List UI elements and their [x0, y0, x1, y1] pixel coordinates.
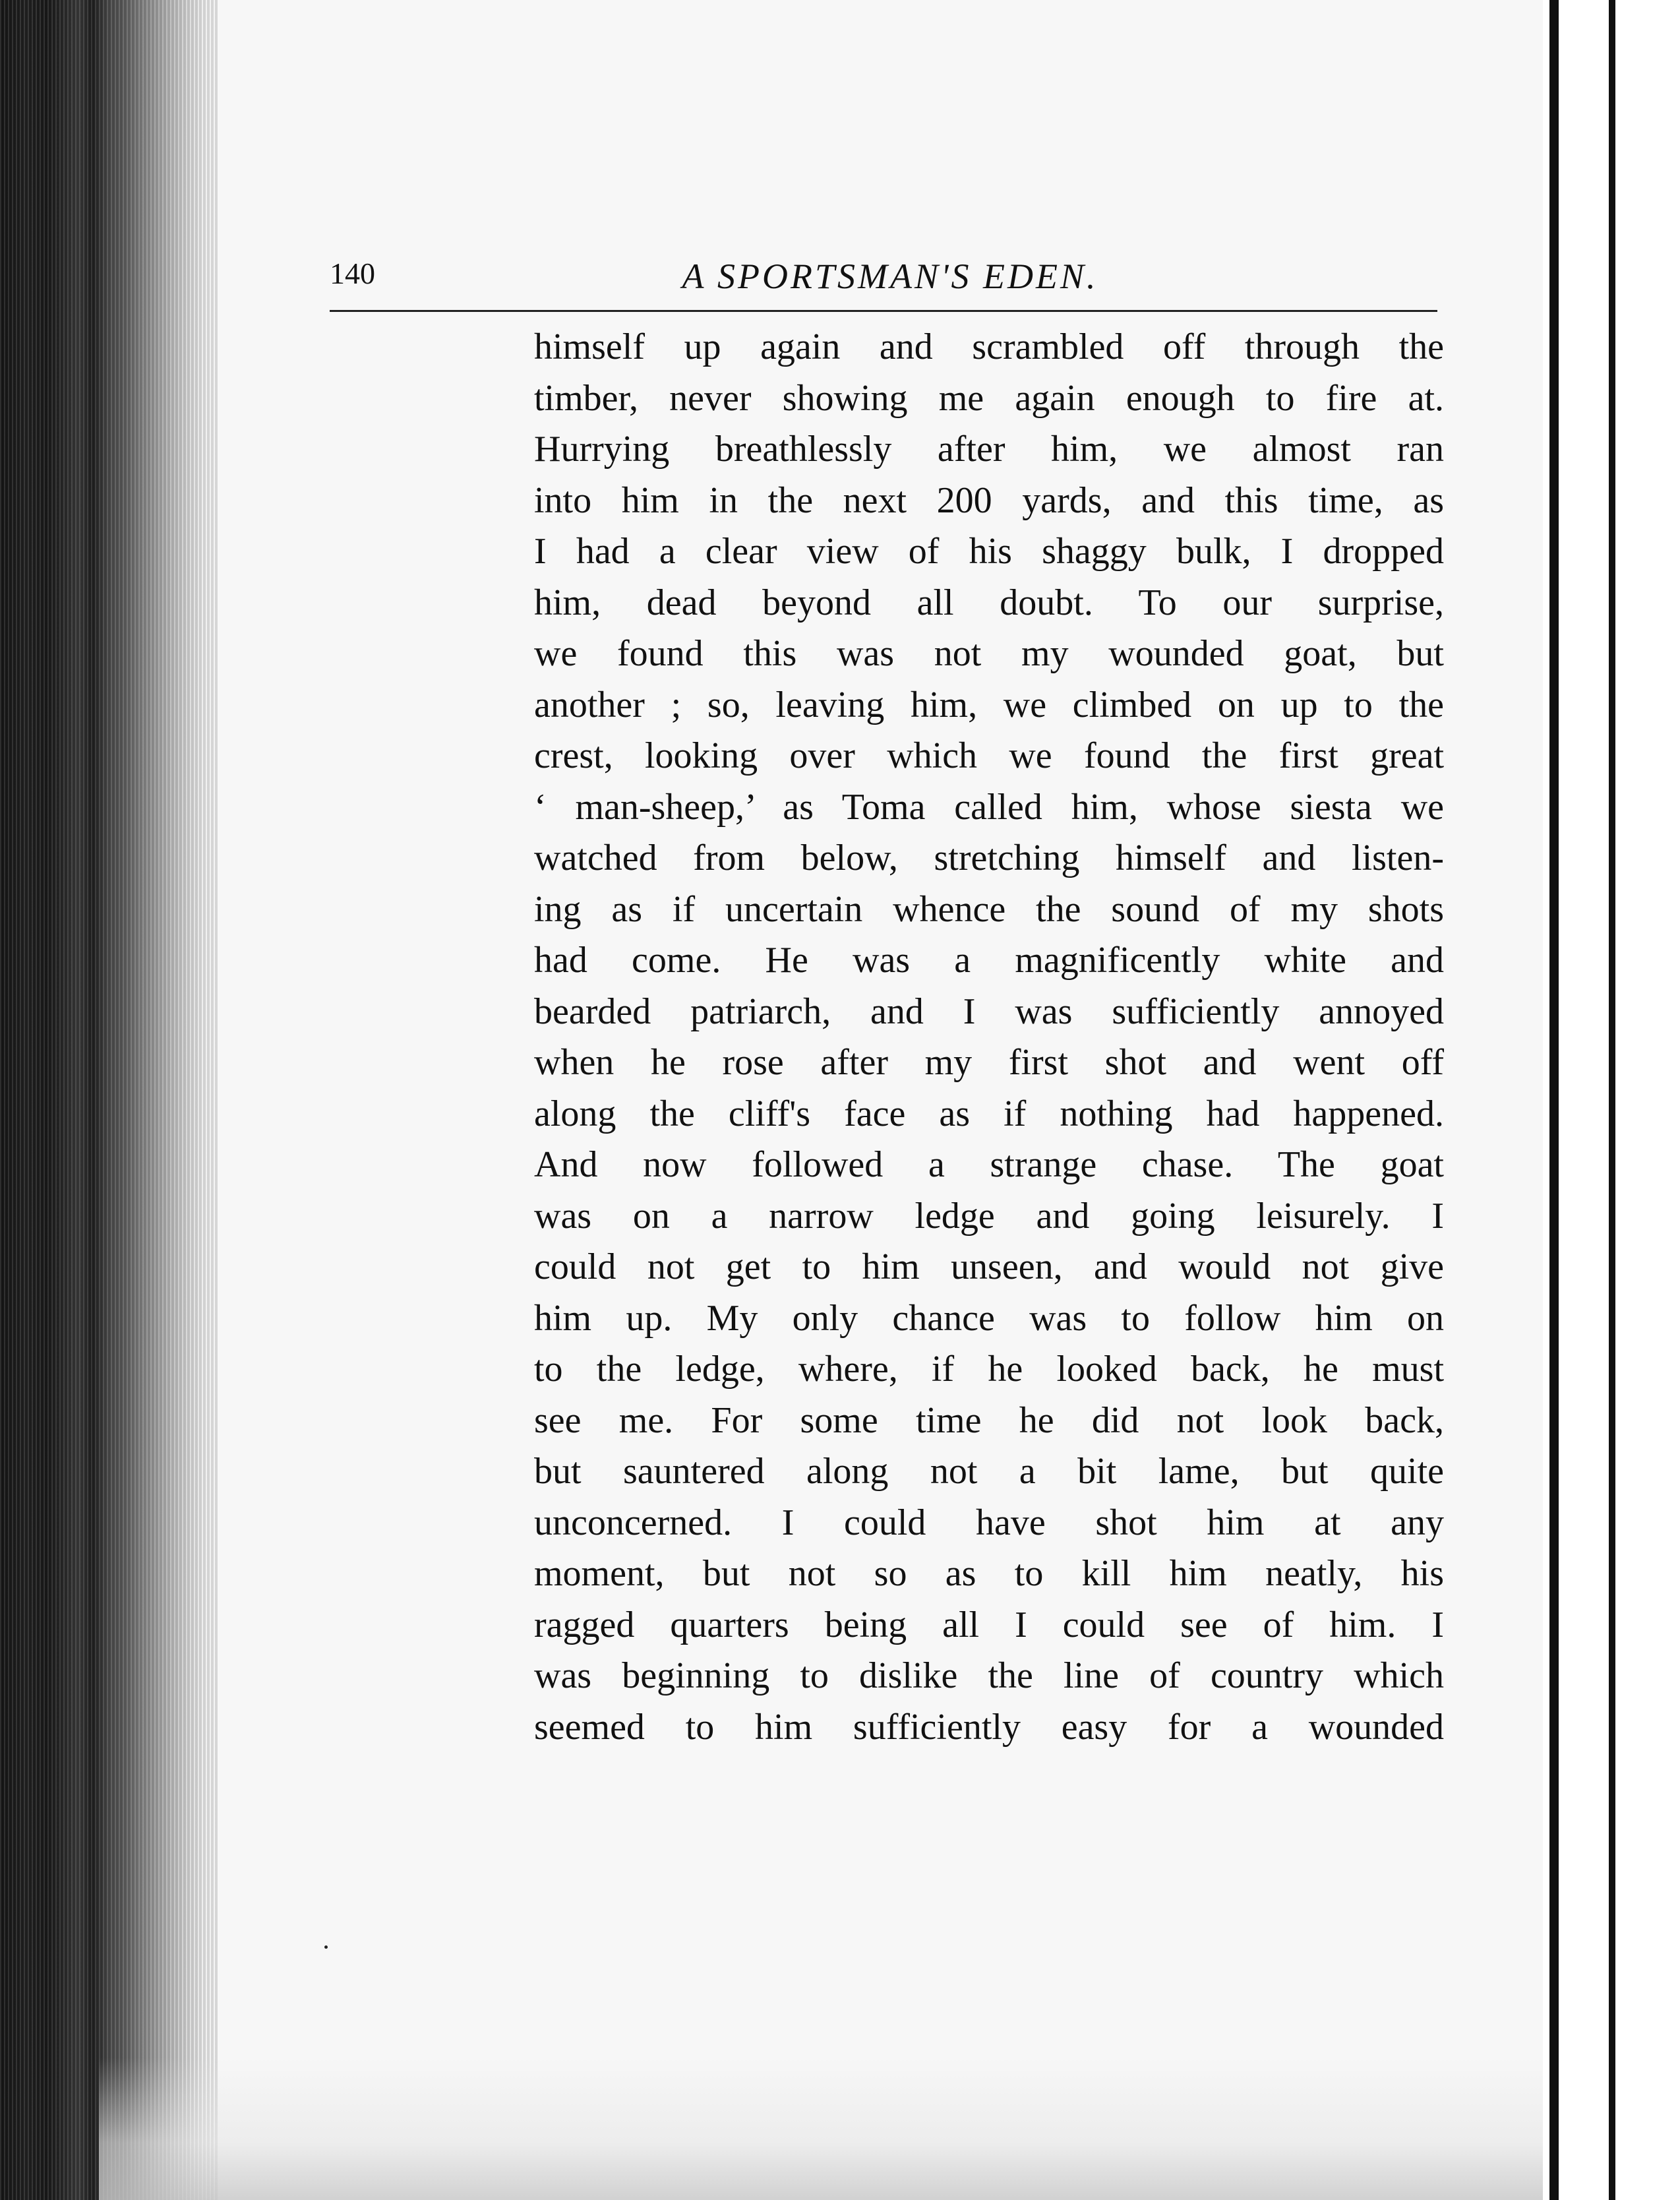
text-line: into him in the next 200 yards, and this time, as — [534, 479, 1444, 521]
text-line: another ; so, leaving him, we climbed on up to the — [534, 684, 1444, 725]
text-line: unconcerned. I could have shot him at any — [534, 1502, 1444, 1543]
running-header — [330, 256, 1437, 309]
text-line: was beginning to dislike the line of country which — [534, 1655, 1444, 1696]
page-block-edge — [0, 0, 218, 2200]
text-line: moment, but not so as to kill him neatly, his — [534, 1553, 1444, 1594]
header-rule — [330, 310, 1437, 312]
text-line: crest, looking over which we found the first great — [534, 735, 1444, 776]
text-line: could not get to him unseen, and would not give — [534, 1246, 1444, 1287]
right-page-edge — [1543, 0, 1680, 2200]
running-title: A SPORTSMAN'S EDEN. — [682, 257, 1098, 296]
text-line: bearded patriarch, and I was sufficiently annoyed — [534, 991, 1444, 1032]
text-line: seemed to him sufficiently easy for a wounded — [534, 1706, 1444, 1748]
body-text — [534, 322, 1444, 1753]
text-line: but sauntered along not a bit lame, but quite — [534, 1451, 1444, 1492]
right-edge-line — [1549, 0, 1559, 2200]
text-line: ing as if uncertain whence the sound of my shots — [534, 888, 1444, 930]
text-line: watched from below, stretching himself and listen- — [534, 838, 1444, 878]
page-bottom-shadow — [99, 2058, 1582, 2200]
text-line: him, dead beyond all doubt. To our surprise, — [534, 582, 1444, 623]
text-line: him up. My only chance was to follow him on — [534, 1297, 1444, 1339]
text-line: was on a narrow ledge and going leisurely. I — [534, 1195, 1444, 1237]
text-line: And now followed a strange chase. The goat — [534, 1144, 1444, 1185]
text-line: himself up again and scrambled off through the — [534, 326, 1444, 367]
text-line: ragged quarters being all I could see of him. I — [534, 1604, 1444, 1645]
text-line: see me. For some time he did not look back, — [534, 1399, 1444, 1441]
text-line: to the ledge, where, if he looked back, he must — [534, 1349, 1444, 1390]
text-line: we found this was not my wounded goat, but — [534, 633, 1444, 674]
text-line: when he rose after my first shot and went off — [534, 1042, 1444, 1083]
right-edge-line-outer — [1609, 0, 1615, 2200]
ink-speck — [324, 1945, 328, 1949]
text-line: Hurrying breathlessly after him, we almost ran — [534, 429, 1444, 470]
text-line: ‘ man-sheep,’ as Toma called him, whose siesta we — [534, 786, 1444, 828]
page-number: 140 — [330, 257, 375, 290]
text-line: had come. He was a magnificently white and — [534, 940, 1444, 981]
text-line: I had a clear view of his shaggy bulk, I dropped — [534, 531, 1444, 572]
text-line: timber, never showing me again enough to fire at. — [534, 377, 1444, 419]
text-line: along the cliff's face as if nothing had happened. — [534, 1093, 1444, 1134]
